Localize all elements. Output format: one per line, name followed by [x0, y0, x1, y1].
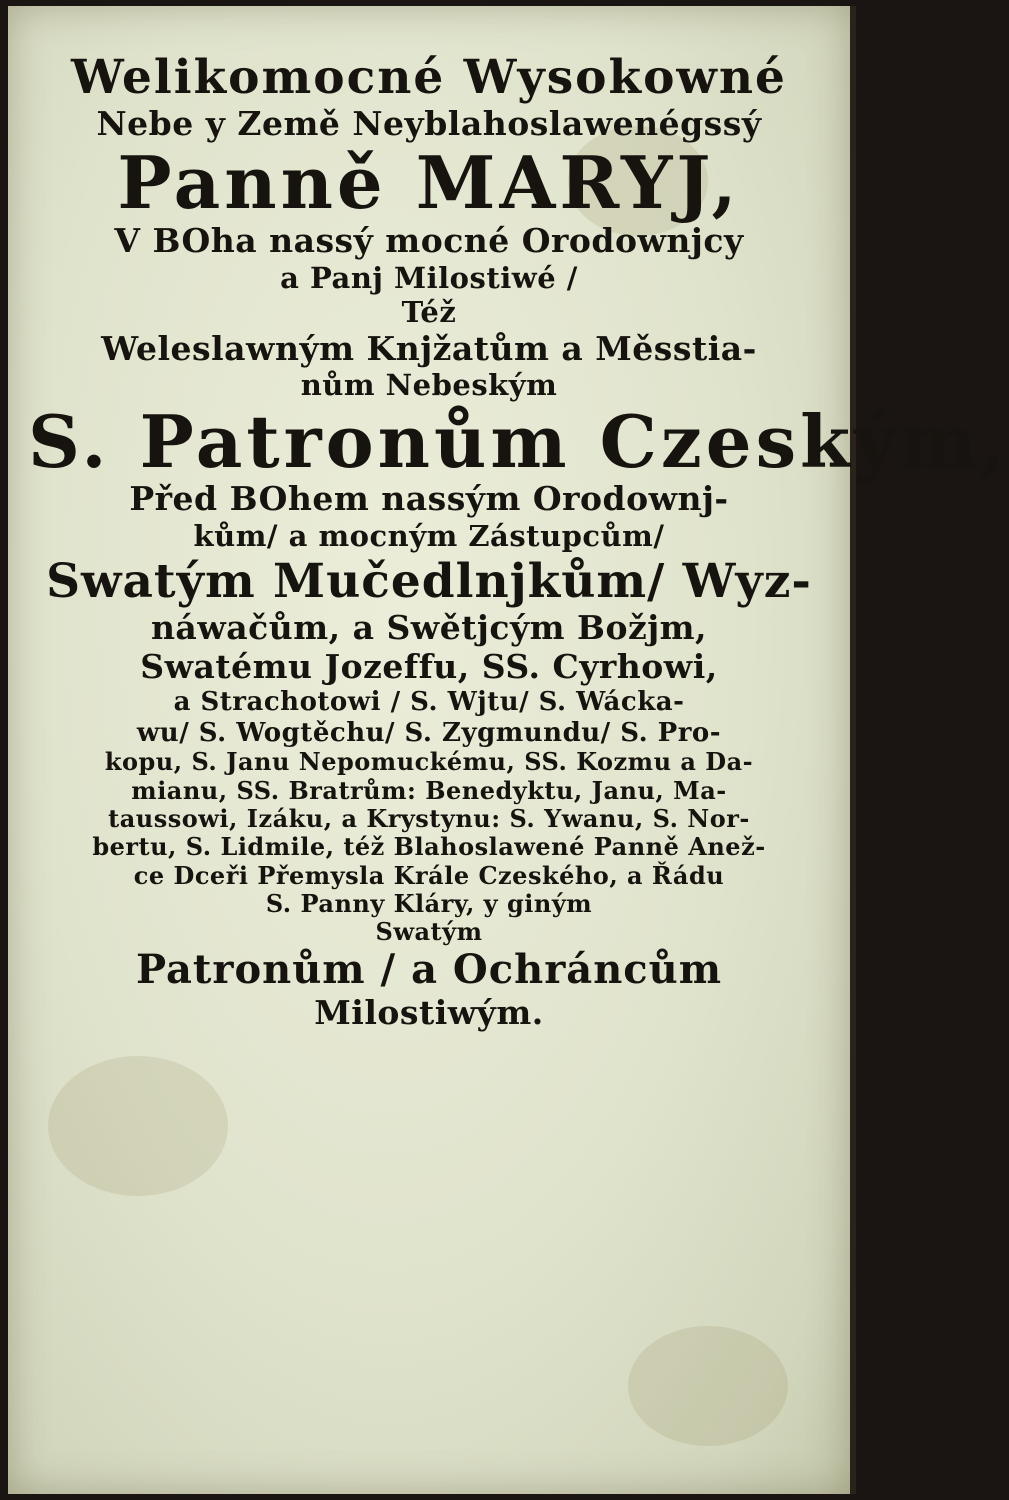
title-line-patrons: S. Patronům Czeským,: [28, 398, 1009, 484]
title-page-text: [28, 50, 1009, 1033]
title-line-8: nům Nebeským: [300, 368, 558, 403]
title-line-5: a Panj Milostiwé /: [280, 261, 578, 296]
title-line-14: Swatému Jozeffu, SS. Cyrhowi,: [140, 646, 718, 686]
title-line-2: Nebe y Země Neyblahoslawenégssý: [96, 104, 762, 144]
title-line-18: mianu, SS. Bratrům: Benedyktu, Janu, Ma-: [131, 775, 727, 805]
paper-stain: [48, 1056, 228, 1196]
title-line-21: ce Dceři Přemysla Krále Czeského, a Řádu: [133, 860, 725, 890]
title-line-6: Též: [401, 295, 457, 330]
title-line-7: Weleslawným Knjžatům a Měsstia-: [101, 328, 757, 368]
title-line-17: kopu, S. Janu Nepomuckému, SS. Kozmu a Da-: [104, 747, 754, 777]
title-line-19: taussowi, Izáku, a Krystynu: S. Ywanu, S. Nor-: [108, 803, 750, 833]
title-line-25: Milostiwým.: [314, 992, 544, 1032]
title-line-12: Swatým Mučedlnjkům/ Wyz-: [46, 553, 812, 609]
title-line-24: Patronům / a Ochráncům: [135, 946, 723, 994]
title-line-11: kům/ a mocným Zástupcům/: [193, 519, 665, 554]
title-line-16: wu/ S. Wogtěchu/ S. Zygmundu/ S. Pro-: [136, 717, 722, 748]
title-line-1: Welikomocné Wysokowné: [71, 50, 787, 105]
title-line-mary: Panně MARYJ,: [117, 140, 741, 226]
title-line-4: V BOha nassý mocné Orodownjcy: [114, 221, 744, 261]
title-line-20: bertu, S. Lidmile, též Blahoslawené Panně Anež-: [92, 832, 766, 862]
document-page: [8, 6, 1009, 1494]
paper-stain: [628, 1326, 788, 1446]
title-line-22: S. Panny Kláry, y giným: [265, 888, 593, 918]
title-line-15: a Strachotowi / S. Wjtu/ S. Wácka-: [173, 686, 685, 717]
title-line-10: Před BOhem nassým Orodownj-: [129, 479, 729, 519]
title-line-23: Swatým: [375, 917, 483, 947]
title-line-13: náwačům, a Swětjcým Božjm,: [150, 608, 708, 648]
